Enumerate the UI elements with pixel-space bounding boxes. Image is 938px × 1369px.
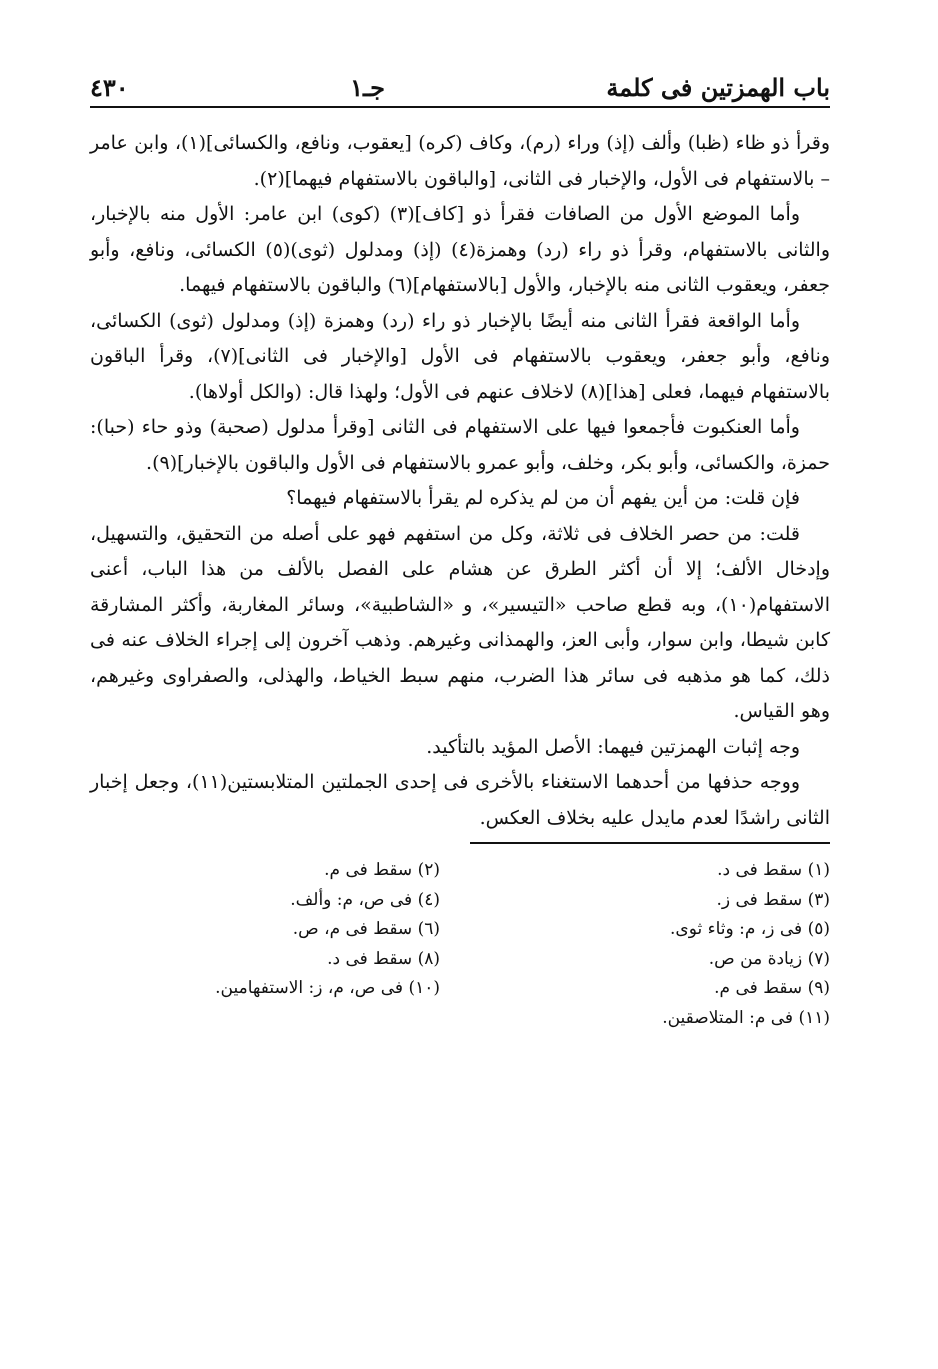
footnote: (٣) سقط فى ز.	[716, 889, 830, 910]
volume-label: جـ١	[350, 73, 385, 102]
footnote-divider	[470, 842, 830, 844]
footnote: (٢) سقط فى م.	[324, 860, 440, 880]
paragraph: وأما الواقعة فقرأ الثانى منه أيضًا بالإخبار ذو راء (رد) وهمزة (إذ) ومدلول (ثوى) الكسائى، ونافع، وأبو جعفر، ويعقوب بالاستفهام فى الأول [والإخبار فى الثانى](٧)، وقرأ الباقون بالاستفهام فيهما، فعلى [هذا](٨) لاخلاف عنهم فى الأول؛ ولهذا قال: (والكل أولاها).	[90, 309, 830, 403]
footnote: (١١) فى م: المتلاصقين.	[662, 1007, 830, 1028]
paragraph: ووجه حذفها من أحدهما الاستغناء بالأخرى فى إحدى الجملتين المتلابستين(١١)، وجعل إخبار الثانى راشدًا لعدم مايدل عليه بخلاف العكس.	[90, 771, 830, 829]
book-page	[90, 62, 830, 1033]
main-text	[90, 126, 830, 836]
footnote: (٤) فى ص، م: وألف.	[290, 889, 440, 910]
footnote: (٧) زيادة من ص.	[708, 948, 830, 969]
paragraph: وأما الموضع الأول من الصافات فقرأ ذو [كاف](٣) (كوى) ابن عامر: الأول منه بالإخبار، والثانى بالاستفهام، وقرأ ذو راء (رد) وهمزة(٤) (إذ) ومدلول (ثوى)(٥) الكسائى، ونافع، وأبو جعفر، ويعقوب الثانى منه بالإخبار، والأول [بالاستفهام](٦) والباقون بالاستفهام فيهما.	[90, 203, 830, 296]
paragraph: وقرأ ذو ظاء (ظبا) وألف (إذ) وراء (رم)، وكاف (كره) [يعقوب، ونافع، والكسائى](١)، وابن عامر – بالاستفهام فى الأول، والإخبار فى الثانى، [والباقون بالاستفهام فيهما](٢).	[90, 132, 830, 190]
footnote: (٥) فى ز، م: وثاء ثوى.	[669, 919, 830, 939]
footnote: (١) سقط فى د.	[717, 860, 830, 880]
footnote: (٨) سقط فى د.	[327, 948, 440, 969]
footnotes	[90, 856, 830, 1033]
chapter-title: باب الهمزتين فى كلمة	[606, 73, 830, 102]
paragraph: فإن قلت: من أين يفهم أن من لم يذكره لم يقرأ بالاستفهام فيهما؟	[286, 487, 800, 509]
paragraph: وأما العنكبوت فأجمعوا فيها على الاستفهام فى الثانى [وقرأ مدلول (صحبة) وذو حاء (حبا): حمزة، والكسائى، وأبو بكر، وخلف، وأبو عمرو بالاستفهام فى الأول والباقون بالإخبار](٩).	[90, 416, 830, 474]
footnote: (٩) سقط فى م.	[714, 978, 830, 998]
footnote: (١٠) فى ص، م، ز: الاستفهامين.	[215, 978, 440, 998]
running-header	[90, 62, 830, 108]
footnote: (٦) سقط فى م، ص.	[292, 919, 440, 939]
paragraph: قلت: من حصر الخلاف فى ثلاثة، وكل من استفهم فهو على أصله من التحقيق، والتسهيل، وإدخال الألف؛ إلا أن أكثر الطرق عن هشام على الفصل بالألف من هذا الباب، أعنى الاستفهام(١٠)، وبه قطع صاحب «التيسير»، و «الشاطبية»، وسائر المغاربة، وأكثر المشارقة كابن شيطا، وابن سوار، وأبى العز، والهمذانى وغيرهم. وذهب آخرون إلى إجراء الخلاف عنه فى ذلك، كما هو مذهبه فى سائر هذا الضرب، منهم سبط الخياط، والهذلى، والصفراوى وغيرهم، وهو القياس.	[90, 522, 830, 722]
paragraph: وجه إثبات الهمزتين فيهما: الأصل المؤيد بالتأكيد.	[426, 735, 800, 758]
page-number: ٤٣٠	[90, 73, 129, 102]
